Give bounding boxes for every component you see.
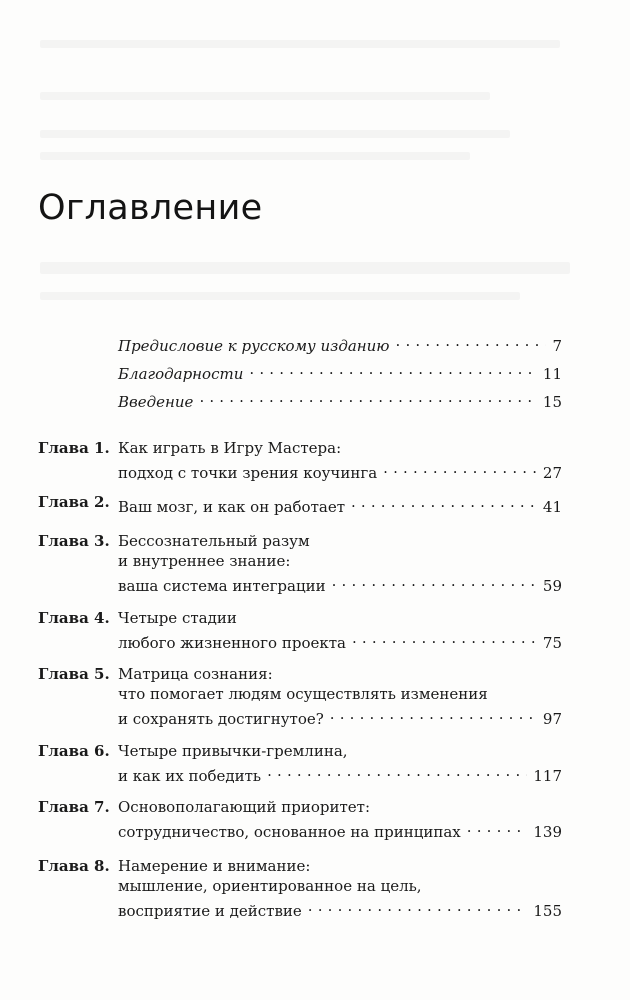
dot-leader bbox=[308, 896, 528, 916]
chapter-label: Глава 3. bbox=[38, 532, 110, 550]
entry-title: Благодарности bbox=[118, 365, 244, 383]
toc-chapter-6[interactable] bbox=[38, 741, 562, 786]
chapter-title-line: Ваш мозг, и как он работает bbox=[118, 498, 345, 516]
chapter-label: Глава 2. bbox=[38, 493, 110, 511]
chapter-page: 41 bbox=[542, 498, 562, 516]
chapter-title-line: и как их победить bbox=[118, 767, 262, 785]
toc-entry-acknowledgements[interactable] bbox=[118, 359, 562, 384]
show-through bbox=[40, 152, 470, 160]
chapter-title-line: Намерение и внимание: bbox=[118, 857, 311, 875]
chapter-label: Глава 4. bbox=[38, 609, 110, 627]
chapter-page: 117 bbox=[533, 767, 562, 785]
chapter-page: 155 bbox=[533, 902, 562, 920]
dot-leader bbox=[467, 817, 528, 837]
chapter-title-line: подход с точки зрения коучинга bbox=[118, 464, 378, 482]
dot-leader bbox=[383, 458, 537, 478]
chapter-title-line: мышление, ориентированное на цель, bbox=[118, 877, 422, 895]
chapter-page: 27 bbox=[542, 464, 562, 482]
entry-page: 15 bbox=[542, 393, 562, 411]
show-through bbox=[40, 292, 520, 300]
toc-chapter-1[interactable] bbox=[38, 438, 562, 483]
toc-chapter-4[interactable] bbox=[38, 608, 562, 653]
chapter-label: Глава 5. bbox=[38, 665, 110, 683]
chapter-title-line: Матрица сознания: bbox=[118, 665, 273, 683]
chapter-title-line: Бессознательный разум bbox=[118, 532, 310, 550]
dot-leader bbox=[351, 492, 537, 512]
entry-page: 11 bbox=[542, 365, 562, 383]
show-through bbox=[40, 130, 510, 138]
chapter-title-line: любого жизненного проекта bbox=[118, 634, 346, 652]
entry-page: 7 bbox=[552, 337, 562, 355]
toc-chapter-3[interactable] bbox=[38, 531, 562, 596]
dot-leader bbox=[199, 387, 536, 407]
toc-entry-preface[interactable] bbox=[118, 331, 562, 356]
chapter-title-line: Основополагающий приоритет: bbox=[118, 798, 371, 816]
toc-chapter-5[interactable] bbox=[38, 664, 562, 729]
dot-leader bbox=[332, 571, 537, 591]
dot-leader bbox=[267, 761, 527, 781]
chapter-title-line: что помогает людям осуществлять изменения bbox=[118, 685, 488, 703]
entry-title: Введение bbox=[118, 393, 194, 411]
chapter-title-line: сотрудничество, основанное на принципах bbox=[118, 823, 461, 841]
chapter-title-line: Четыре привычки-гремлина, bbox=[118, 742, 348, 760]
dot-leader bbox=[352, 628, 537, 648]
chapter-title-line: ваша система интеграции bbox=[118, 577, 326, 595]
chapter-title-line: и внутреннее знание: bbox=[118, 552, 291, 570]
entry-title: Предисловие к русскому изданию bbox=[118, 337, 390, 355]
chapter-title-line: восприятие и действие bbox=[118, 902, 302, 920]
chapter-label: Глава 7. bbox=[38, 798, 110, 816]
chapter-page: 59 bbox=[542, 577, 562, 595]
chapter-title-line: и сохранять достигнутое? bbox=[118, 710, 324, 728]
chapter-page: 139 bbox=[533, 823, 562, 841]
chapter-page: 97 bbox=[542, 710, 562, 728]
chapter-label: Глава 8. bbox=[38, 857, 110, 875]
toc-chapter-8[interactable] bbox=[38, 856, 562, 921]
toc-heading: Оглавление bbox=[38, 188, 263, 228]
chapter-label: Глава 6. bbox=[38, 742, 110, 760]
chapter-title-line: Как играть в Игру Мастера: bbox=[118, 439, 342, 457]
dot-leader bbox=[249, 359, 537, 379]
show-through bbox=[40, 262, 570, 274]
show-through bbox=[40, 92, 490, 100]
toc-chapter-2[interactable] bbox=[38, 492, 562, 517]
dot-leader bbox=[396, 331, 547, 351]
toc-entry-introduction[interactable] bbox=[118, 387, 562, 412]
show-through bbox=[40, 40, 560, 48]
chapter-title-line: Четыре стадии bbox=[118, 609, 237, 627]
toc-chapter-7[interactable] bbox=[38, 797, 562, 842]
dot-leader bbox=[330, 704, 537, 724]
chapter-page: 75 bbox=[542, 634, 562, 652]
chapter-label: Глава 1. bbox=[38, 439, 110, 457]
